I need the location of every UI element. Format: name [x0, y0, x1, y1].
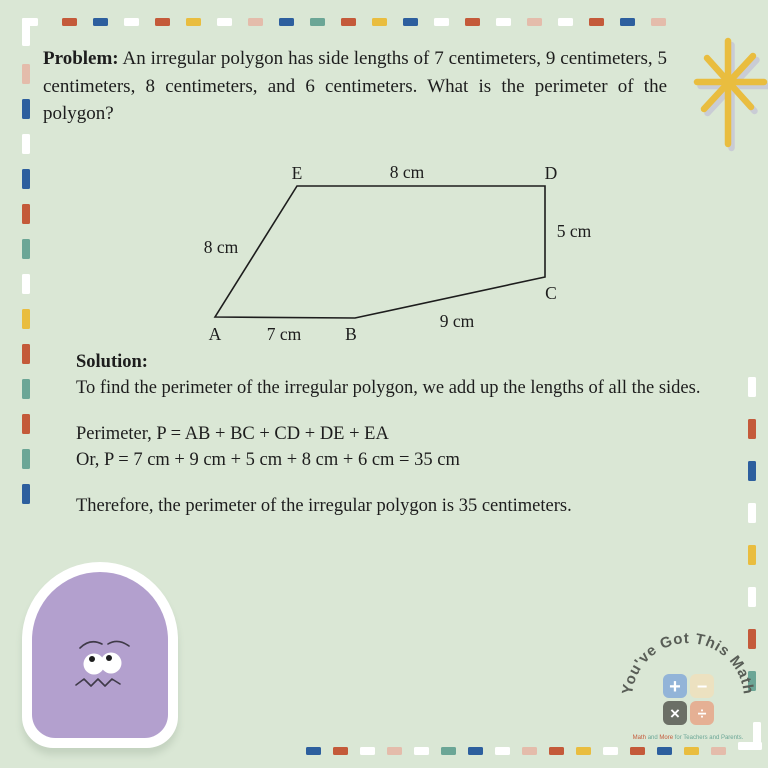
- diagram-label: 8 cm: [389, 162, 425, 182]
- border-dash-pink: [522, 747, 537, 755]
- logo-symbol-−: −: [696, 676, 708, 697]
- border-dash-blue: [22, 99, 30, 119]
- dashed-border-left: [22, 64, 30, 504]
- problem-label: Problem:: [43, 48, 119, 69]
- diagram-label: B: [345, 324, 357, 344]
- border-dash-pink: [651, 18, 666, 26]
- solution-formula: Perimeter, P = AB + BC + CD + DE + EA: [76, 424, 389, 444]
- border-dash-white: [360, 747, 375, 755]
- sparkle-star-icon: [692, 36, 768, 154]
- logo-tagline: Math and More for Teachers and Parents.: [632, 735, 744, 741]
- border-dash-white: [124, 18, 139, 26]
- solution-paragraph: To find the perimeter of the irregular polygon, we add up the lengths of all the sides.: [76, 378, 701, 398]
- brand-logo: [608, 622, 768, 750]
- border-dash-teal: [22, 239, 30, 259]
- border-dash-yellow: [748, 545, 756, 565]
- problem-text: An irregular polygon has side lengths of 7 centimeters, 9 centimeters, 5 centimeters, 8 centimeters, and 6 centimeters. What is the perimeter of the polygon?: [43, 48, 667, 124]
- border-dash-blue: [93, 18, 108, 26]
- diagram-label: 9 cm: [439, 311, 475, 331]
- border-dash-white: [434, 18, 449, 26]
- border-dash-white: [558, 18, 573, 26]
- solution-calculation: Or, P = 7 cm + 9 cm + 5 cm + 8 cm + 6 cm = 35 cm: [76, 450, 460, 470]
- border-dash-yellow: [22, 309, 30, 329]
- border-dash-pink: [248, 18, 263, 26]
- border-dash-teal: [22, 449, 30, 469]
- diagram-label: E: [291, 163, 303, 183]
- solution-section: [76, 349, 736, 519]
- solution-conclusion: Therefore, the perimeter of the irregular polygon is 35 centimeters.: [76, 496, 572, 516]
- border-dash-orange: [589, 18, 604, 26]
- border-dash-white: [496, 18, 511, 26]
- spacer: [76, 473, 736, 493]
- border-dash-yellow: [372, 18, 387, 26]
- logo-symbol-×: ×: [670, 704, 680, 724]
- border-dash-orange: [22, 204, 30, 224]
- diagram-label: 8 cm: [203, 237, 239, 257]
- border-dash-teal: [441, 747, 456, 755]
- border-dash-white: [495, 747, 510, 755]
- mascot-face: [32, 572, 168, 738]
- logo-symbol-+: +: [669, 676, 681, 699]
- corner-bracket-top-left-vertical: [22, 18, 30, 46]
- diagram-label: D: [544, 163, 558, 183]
- border-dash-blue: [403, 18, 418, 26]
- border-dash-teal: [22, 379, 30, 399]
- border-dash-yellow: [576, 747, 591, 755]
- mascot-character: [22, 562, 178, 748]
- border-dash-blue: [22, 484, 30, 504]
- mascot-eyebrow-right: [108, 641, 129, 646]
- border-dash-orange: [62, 18, 77, 26]
- border-dash-orange: [155, 18, 170, 26]
- logo-math-tiles: [663, 674, 714, 725]
- border-dash-blue: [22, 169, 30, 189]
- diagram-label: C: [545, 283, 557, 303]
- border-dash-white: [22, 134, 30, 154]
- border-dash-orange: [22, 414, 30, 434]
- dashed-border-top: [62, 18, 666, 26]
- problem-statement: [43, 45, 667, 128]
- border-dash-white: [748, 587, 756, 607]
- border-dash-orange: [549, 747, 564, 755]
- border-dash-pink: [527, 18, 542, 26]
- border-dash-pink: [387, 747, 402, 755]
- logo-symbol-÷: ÷: [697, 705, 707, 723]
- border-dash-pink: [22, 64, 30, 84]
- border-dash-white: [22, 274, 30, 294]
- border-dash-teal: [310, 18, 325, 26]
- mascot-eyebrow-left: [80, 642, 102, 648]
- logo-arc-text: You've Got This Math: [619, 630, 757, 696]
- irregular-polygon-shape: [215, 186, 545, 318]
- border-dash-blue: [468, 747, 483, 755]
- border-dash-blue: [620, 18, 635, 26]
- border-dash-blue: [748, 461, 756, 481]
- diagram-label: A: [208, 324, 222, 344]
- border-dash-yellow: [186, 18, 201, 26]
- mascot-mouth: [76, 679, 120, 686]
- mascot-pupil-right: [106, 655, 112, 661]
- diagram-label: 5 cm: [556, 221, 592, 241]
- border-dash-orange: [465, 18, 480, 26]
- border-dash-orange: [748, 419, 756, 439]
- mascot-body: [32, 572, 168, 738]
- mascot-eye-right: [101, 653, 122, 674]
- border-dash-orange: [333, 747, 348, 755]
- border-dash-orange: [341, 18, 356, 26]
- border-dash-white: [414, 747, 429, 755]
- spacer: [76, 401, 736, 421]
- border-dash-white: [748, 377, 756, 397]
- border-dash-blue: [279, 18, 294, 26]
- border-dash-orange: [22, 344, 30, 364]
- diagram-label: 7 cm: [266, 324, 302, 344]
- border-dash-white: [748, 503, 756, 523]
- mascot-pupil-left: [89, 656, 95, 662]
- border-dash-white: [217, 18, 232, 26]
- border-dash-blue: [306, 747, 321, 755]
- solution-label: Solution:: [76, 352, 148, 372]
